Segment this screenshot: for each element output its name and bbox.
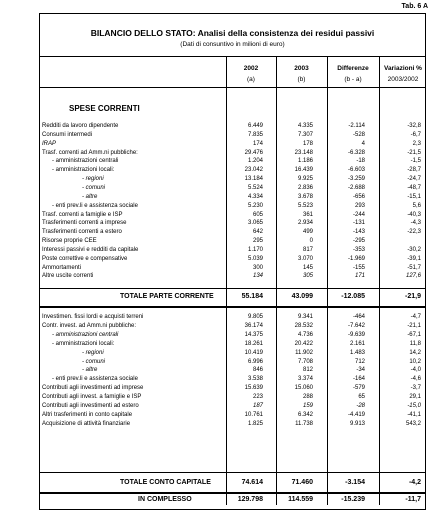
row-label: Ammortamenti (42, 264, 82, 271)
cell-value-differenze: -6.603 (347, 167, 365, 174)
total-value-2003: 114.559 (288, 496, 313, 503)
cell-value-2003: 178 (302, 140, 313, 147)
table-row (40, 313, 425, 321)
table-row (40, 411, 425, 419)
table-row (40, 246, 425, 254)
cell-value-differenze: -164 (352, 376, 365, 383)
table-row (40, 331, 425, 339)
total-label: TOTALE CONTO CAPITALE (120, 479, 211, 486)
cell-value-differenze: -34 (356, 367, 365, 374)
table-subtitle: (Dati di consuntivo in milioni di euro) (180, 41, 285, 48)
table-row (40, 149, 425, 157)
row-label: Consumi intermedi (42, 131, 93, 138)
cell-value-differenze: -6.328 (347, 149, 365, 156)
cell-value-2002: 5.039 (247, 255, 263, 262)
table-row (40, 375, 425, 383)
cell-value-variazioni: 14,2 (409, 349, 421, 356)
table-row (40, 202, 425, 210)
cell-value-2003: 23.148 (294, 149, 313, 156)
cell-value-variazioni: 10,2 (409, 358, 421, 365)
cell-value-2002: 846 (252, 367, 263, 374)
table-row (40, 272, 425, 280)
cell-value-differenze: 1.483 (349, 349, 365, 356)
cell-value-2003: 11.902 (295, 349, 313, 356)
cell-value-variazioni: -4,0 (410, 367, 421, 374)
row-label: - enti prev.li e assistenza sociale (52, 376, 138, 383)
total-value-2002: 129.798 (237, 496, 263, 503)
row-label: - altre (82, 367, 98, 374)
table-row (40, 140, 425, 148)
cell-value-variazioni: -41,1 (407, 411, 421, 418)
cell-value-variazioni: 127,6 (405, 273, 421, 280)
cell-value-2002: 642 (252, 229, 263, 236)
cell-value-differenze: -143 (352, 229, 365, 236)
cell-value-2003: 2.836 (297, 184, 313, 191)
total-value-differenze: -12.085 (341, 293, 365, 300)
header-2003-sub: (b) (297, 76, 306, 83)
total-conto-capitale-row (40, 478, 425, 488)
cell-value-variazioni: -24,7 (407, 176, 421, 183)
cell-value-variazioni: -1,5 (410, 158, 421, 165)
table-row (40, 157, 425, 165)
cell-value-2002: 18.261 (244, 340, 263, 347)
cell-value-2002: 1.170 (247, 246, 263, 253)
cell-value-differenze: -353 (352, 246, 365, 253)
cell-value-2003: 3.374 (297, 376, 313, 383)
cell-value-differenze: -579 (352, 385, 365, 392)
cell-value-differenze: -155 (352, 264, 365, 271)
cell-value-differenze: -9.639 (347, 331, 365, 338)
row-label: Altre uscite correnti (42, 273, 94, 280)
cell-value-differenze: -28 (356, 403, 365, 409)
cell-value-2003: 7.708 (297, 358, 313, 365)
table-row (40, 402, 425, 410)
cell-value-2002: 605 (252, 211, 263, 218)
table-row (40, 228, 425, 236)
divider-before-total-current (40, 288, 425, 289)
header-variazioni: Variazioni % (384, 65, 422, 72)
cell-value-2003: 145 (302, 264, 313, 271)
cell-value-differenze: -4.419 (347, 411, 365, 418)
cell-value-2003: 499 (302, 229, 313, 236)
cell-value-differenze: 171 (354, 273, 365, 280)
cell-value-differenze: -2.114 (348, 123, 365, 129)
cell-value-variazioni: -30,2 (407, 246, 421, 253)
table-row (40, 322, 425, 330)
row-label: - comuni (82, 358, 106, 365)
row-label: - regioni (82, 176, 104, 183)
header-divider-top (40, 56, 425, 57)
cell-value-2003: 288 (302, 394, 313, 401)
cell-value-variazioni: -22,3 (407, 229, 421, 236)
table-row (40, 166, 425, 174)
row-label: Investimen. fissi lordi e acquisti terreni (42, 314, 144, 320)
row-label: Altri trasferimenti in conto capitale (42, 411, 133, 418)
cell-value-2003: 2.934 (297, 220, 313, 227)
row-label: Contributi agli investimenti ad imprese (42, 385, 144, 392)
row-label: - amministrazioni centrali (52, 158, 119, 165)
cell-value-2003: 305 (302, 273, 313, 280)
cell-value-differenze: 712 (354, 358, 365, 365)
cell-value-2002: 14.375 (244, 331, 263, 338)
cell-value-2003: 28.532 (294, 322, 313, 329)
row-label: - amministrazioni locali: (52, 167, 115, 174)
row-label: - enti prev.li e assistenza sociale (52, 202, 138, 209)
total-value-differenze: -15.239 (341, 496, 365, 503)
table-row (40, 393, 425, 401)
cell-value-differenze: 9.913 (349, 420, 365, 427)
table-row (40, 358, 425, 366)
cell-value-2003: 159 (302, 403, 313, 409)
cell-value-differenze: -464 (352, 314, 365, 320)
cell-value-2003: 15.060 (294, 385, 313, 392)
table-row (40, 219, 425, 227)
cell-value-variazioni: -39,1 (407, 255, 421, 262)
total-value-2003: 43.099 (291, 293, 313, 300)
cell-value-2003: 9.341 (297, 314, 313, 320)
in-complesso-row (40, 495, 425, 505)
cell-value-variazioni: -15,0 (407, 403, 421, 409)
cell-value-variazioni: -15,1 (407, 193, 421, 200)
cell-value-2002: 10.419 (244, 349, 263, 356)
cell-value-differenze: -18 (356, 158, 365, 165)
cell-value-2002: 3.065 (247, 220, 263, 227)
row-label: IRAP (42, 140, 57, 147)
cell-value-variazioni: 29,1 (409, 394, 421, 401)
cell-value-differenze: -295 (352, 238, 365, 245)
cell-value-variazioni: -51,7 (407, 264, 421, 271)
cell-value-variazioni: -6,7 (410, 131, 421, 138)
cell-value-2003: 1.186 (297, 158, 313, 165)
row-label: Trasf. correnti a famiglie e ISP (42, 211, 123, 218)
cell-value-2002: 9.805 (247, 314, 263, 320)
table-row (40, 122, 425, 130)
cell-value-variazioni: -40,3 (407, 211, 421, 218)
cell-value-2003: 0 (309, 238, 313, 245)
cell-value-variazioni: -21,1 (407, 322, 421, 329)
table-row (40, 349, 425, 357)
cell-value-2003: 361 (302, 211, 313, 218)
cell-value-2002: 223 (252, 394, 263, 401)
cell-value-2002: 300 (252, 264, 263, 271)
table-number: Tab. 6 A (401, 3, 428, 10)
total-label: IN COMPLESSO (138, 496, 192, 503)
cell-value-2003: 7.307 (297, 131, 313, 138)
cell-value-variazioni: 11,8 (409, 340, 421, 347)
cell-value-2003: 9.925 (297, 176, 313, 183)
table-title: BILANCIO DELLO STATO: Analisi della consistenza dei residui passivi (90, 28, 375, 38)
cell-value-2002: 6.449 (247, 123, 263, 129)
cell-value-2002: 36.174 (244, 322, 263, 329)
table-row (40, 255, 425, 263)
cell-value-2003: 6.342 (297, 411, 313, 418)
total-value-variazioni: -4,2 (408, 479, 421, 486)
cell-value-2002: 187 (252, 403, 263, 409)
row-label: - amministrazioni locali: (52, 340, 115, 347)
row-label: Trasferimenti correnti a estero (42, 229, 122, 236)
table-frame (39, 13, 426, 510)
total-value-differenze: -3.154 (345, 479, 365, 486)
cell-value-differenze: -656 (352, 193, 365, 200)
total-parte-corrente-row (40, 292, 425, 302)
header-divider-bottom (40, 87, 425, 88)
cell-value-2002: 5.230 (247, 202, 263, 209)
cell-value-2002: 174 (252, 140, 263, 147)
cell-value-2003: 5.523 (297, 202, 313, 209)
total-value-variazioni: -11,7 (405, 496, 421, 503)
row-label: Trasferimenti correnti a imprese (42, 220, 127, 227)
table-row (40, 384, 425, 392)
cell-value-2003: 11.738 (295, 420, 313, 427)
cell-value-2002: 4.334 (247, 193, 263, 200)
row-label: Risorse proprie CEE (42, 238, 97, 245)
table-row (40, 264, 425, 272)
cell-value-variazioni: -4,3 (410, 220, 421, 227)
cell-value-differenze: -7.642 (347, 322, 365, 329)
table-row (40, 420, 425, 428)
cell-value-2003: 817 (302, 246, 313, 253)
row-label: - altre (82, 193, 98, 200)
header-2002-sub: (a) (247, 76, 255, 83)
cell-value-differenze: -528 (352, 131, 365, 138)
table-row (40, 193, 425, 201)
cell-value-2003: 4.736 (297, 331, 313, 338)
row-label: Poste correttive e compensative (42, 255, 128, 262)
header-variazioni-sub: 2003/2002 (387, 76, 419, 83)
row-label: - comuni (82, 184, 106, 191)
table-row (40, 340, 425, 348)
cell-value-2002: 7.835 (247, 131, 263, 138)
cell-value-2002: 134 (252, 273, 263, 280)
divider-after-total-capital (40, 492, 425, 494)
cell-value-2003: 3.070 (297, 255, 313, 262)
cell-value-variazioni: 543,2 (405, 420, 421, 427)
cell-value-variazioni: -67,1 (407, 331, 421, 338)
header-differenze: Differenze (337, 65, 369, 72)
cell-value-2002: 10.761 (244, 411, 263, 418)
table-row (40, 237, 425, 245)
cell-value-2002: 3.538 (247, 376, 263, 383)
cell-value-differenze: -3.259 (347, 176, 365, 183)
header-differenze-sub: (b - a) (344, 76, 362, 83)
cell-value-variazioni: 5,6 (412, 202, 421, 209)
cell-value-2003: 812 (302, 367, 313, 374)
cell-value-differenze: -2.688 (347, 184, 365, 191)
row-label: Contributi agli invest. a famiglie e ISP (42, 394, 142, 401)
table-row (40, 131, 425, 139)
header-2002: 2002 (243, 65, 259, 72)
cell-value-differenze: -1.969 (347, 255, 365, 262)
row-label: - regioni (82, 349, 104, 356)
row-label: Contributi agli investimenti ad estero (42, 403, 139, 409)
cell-value-differenze: 2.161 (349, 340, 365, 347)
cell-value-variazioni: 2,3 (412, 140, 421, 147)
cell-value-variazioni: -32,8 (407, 123, 421, 129)
cell-value-2003: 3.678 (297, 193, 313, 200)
divider-before-total-capital (40, 472, 425, 473)
cell-value-differenze: 293 (354, 202, 365, 209)
total-value-2002: 74.614 (241, 479, 263, 486)
section-spese-correnti: SPESE CORRENTI (69, 104, 140, 113)
total-value-2002: 55.184 (241, 293, 263, 300)
table-row (40, 211, 425, 219)
cell-value-2003: 20.422 (294, 340, 313, 347)
cell-value-variazioni: -4,6 (410, 376, 421, 383)
cell-value-variazioni: -48,7 (407, 184, 421, 191)
cell-value-2002: 5.524 (247, 184, 263, 191)
table-row (40, 175, 425, 183)
cell-value-2002: 1.825 (247, 420, 263, 427)
cell-value-variazioni: -4,7 (410, 314, 421, 320)
cell-value-2003: 16.439 (294, 167, 313, 174)
cell-value-variazioni: -21,5 (407, 149, 421, 156)
cell-value-2002: 23.042 (244, 167, 263, 174)
row-label: Interessi passivi e redditi da capitale (42, 246, 139, 253)
row-label: Redditi da lavoro dipendente (42, 123, 119, 129)
divider-after-total-current (40, 306, 425, 308)
row-label: - amministrazioni centrali (52, 331, 119, 338)
cell-value-2003: 4.335 (297, 123, 313, 129)
table-row (40, 184, 425, 192)
row-label: Trasf. correnti ad Amm.ni pubbliche: (42, 149, 138, 156)
cell-value-2002: 15.639 (244, 385, 263, 392)
table-row (40, 366, 425, 374)
cell-value-2002: 295 (252, 238, 263, 245)
cell-value-differenze: -244 (352, 211, 365, 218)
cell-value-variazioni: -3,7 (410, 385, 421, 392)
row-label: Acquisizione di attività finanziarie (42, 420, 131, 427)
total-label: TOTALE PARTE CORRENTE (120, 293, 214, 300)
total-value-2003: 71.460 (291, 479, 313, 486)
row-label: Contr. invest. ad Amm.ni pubbliche: (42, 322, 137, 329)
header-2003: 2003 (294, 65, 309, 72)
cell-value-variazioni: -28,7 (407, 167, 421, 174)
cell-value-2002: 29.476 (244, 149, 263, 156)
cell-value-differenze: 65 (358, 394, 365, 401)
cell-value-2002: 13.184 (244, 176, 263, 183)
cell-value-differenze: -131 (352, 220, 365, 227)
cell-value-differenze: 4 (361, 140, 365, 147)
total-value-variazioni: -21,9 (405, 293, 421, 300)
cell-value-2002: 1.204 (247, 158, 263, 165)
cell-value-2002: 6.996 (247, 358, 263, 365)
